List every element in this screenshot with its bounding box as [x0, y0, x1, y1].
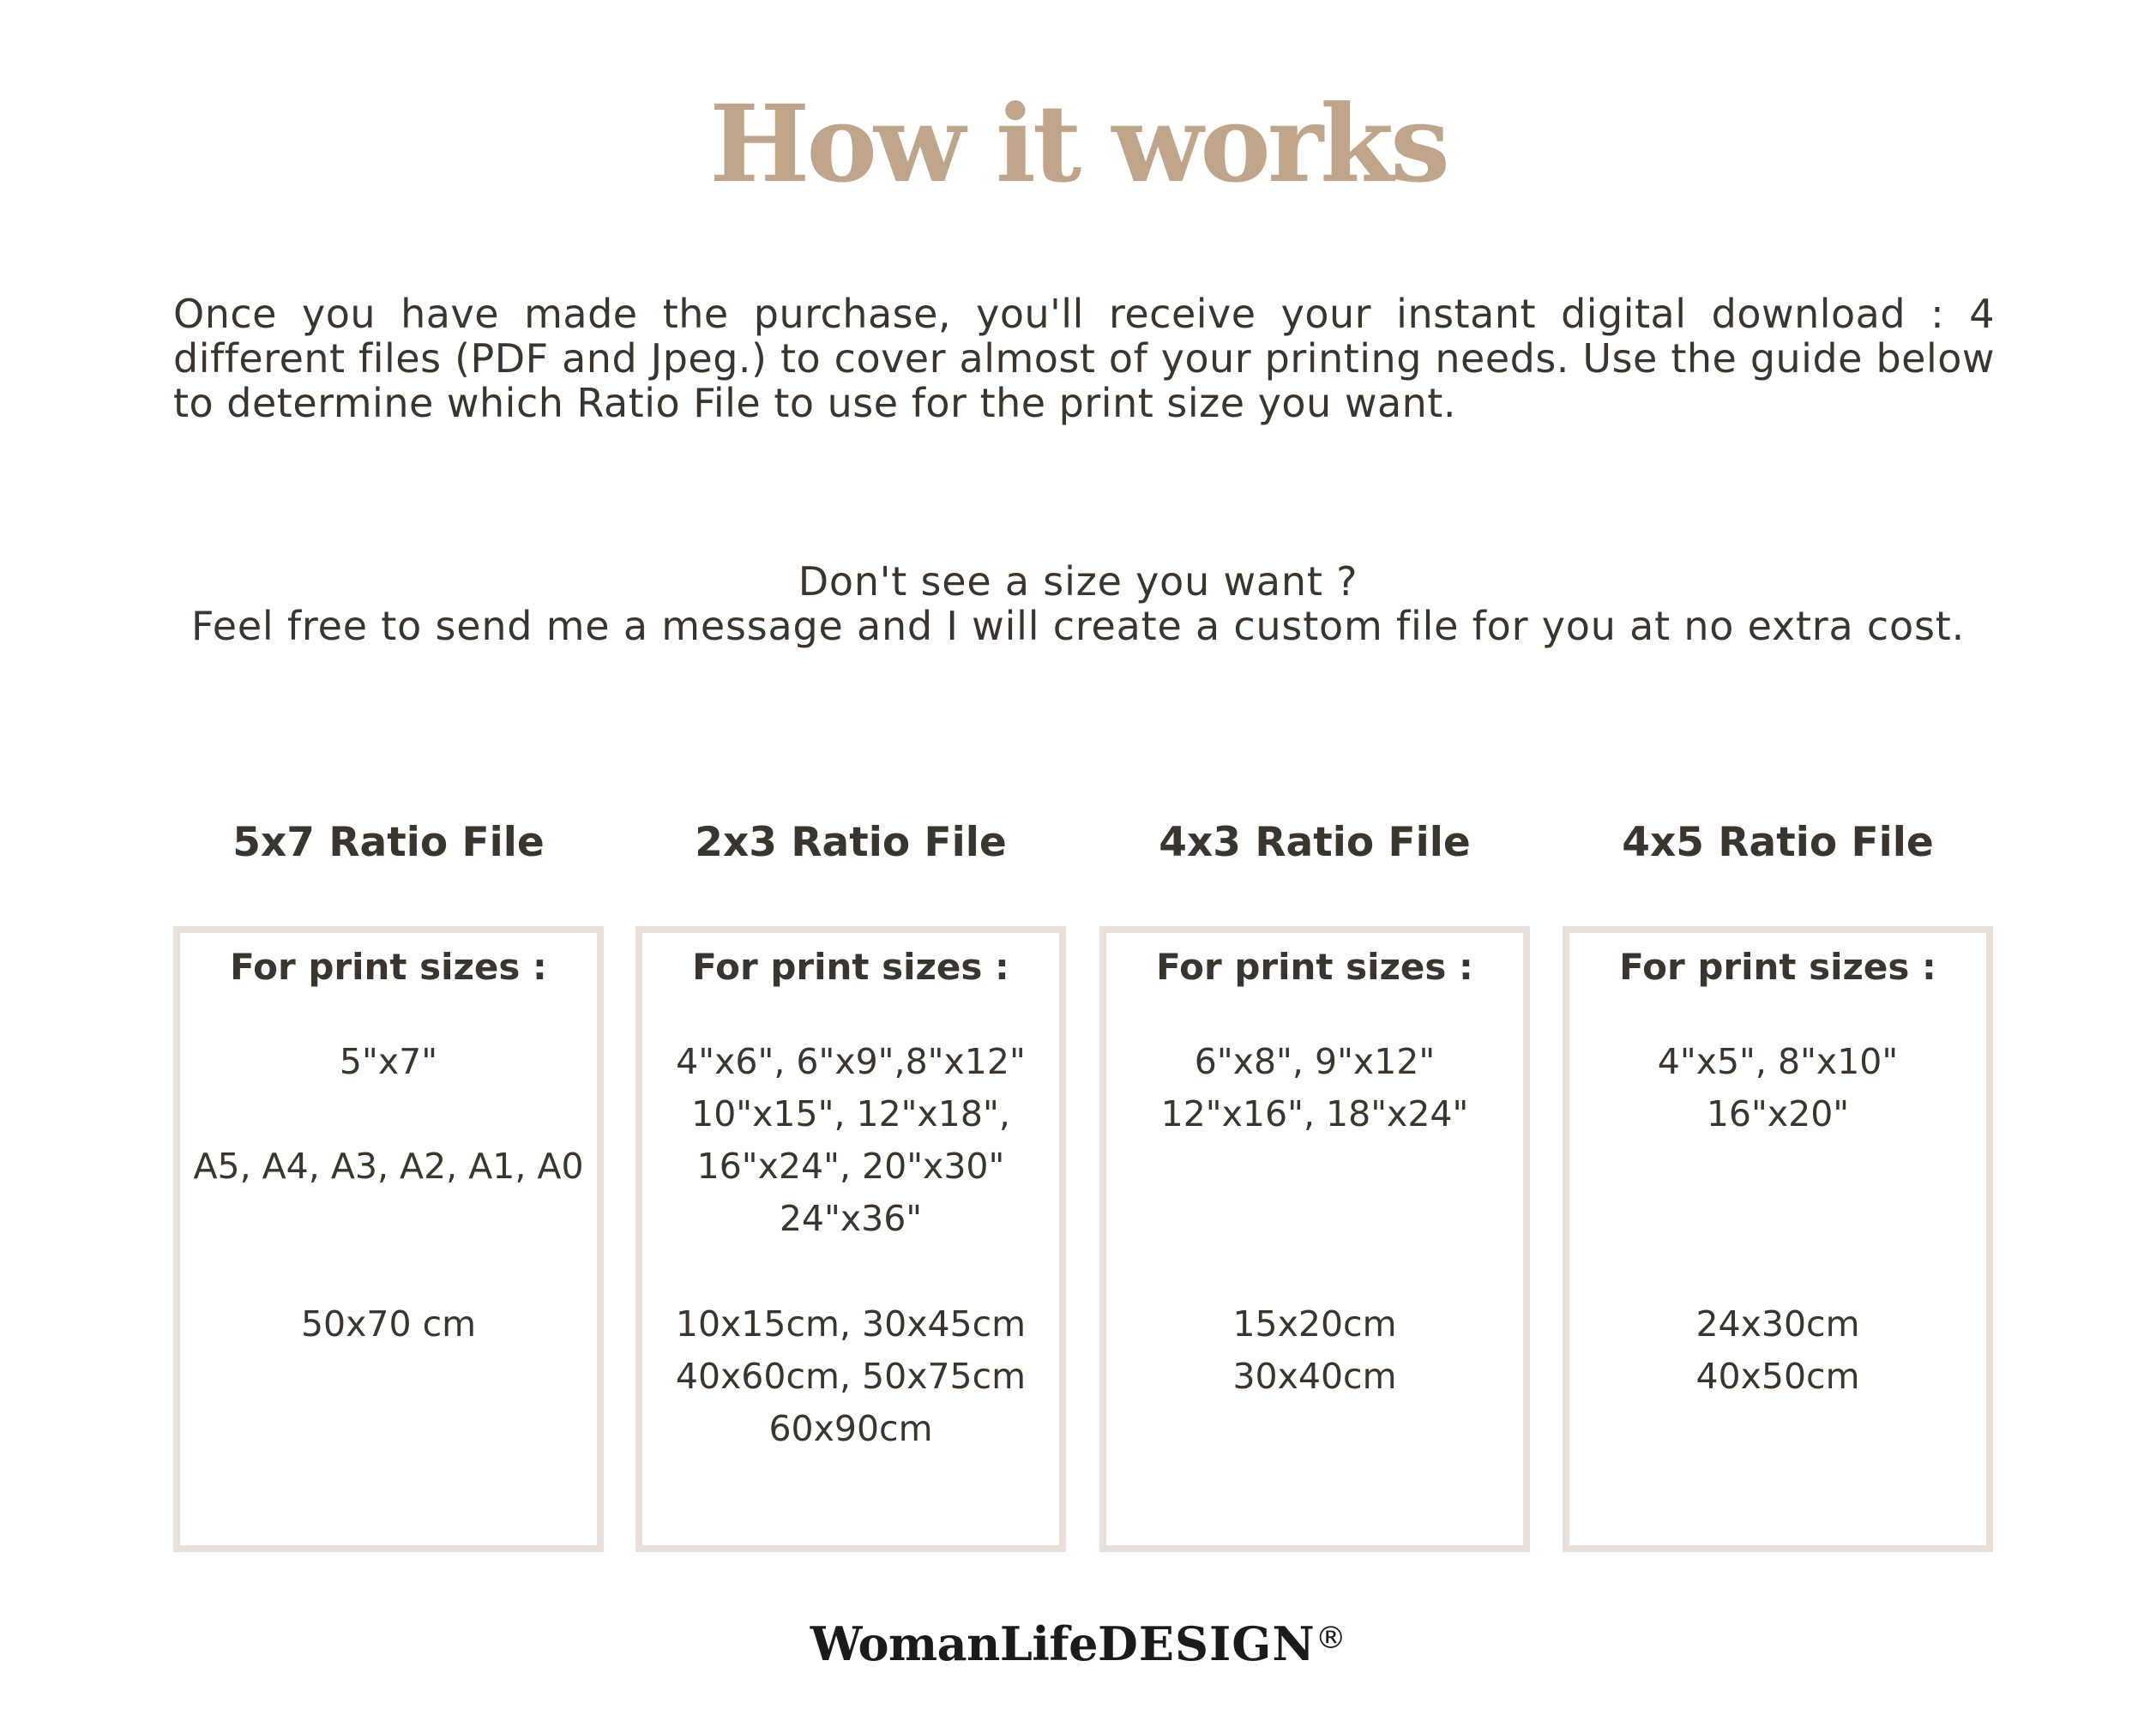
size-line: 30x40cm [1232, 1356, 1397, 1397]
size-line: 50x70 cm [300, 1303, 477, 1345]
size-line: 24"x36" [779, 1198, 923, 1239]
ratio-file-title: 4x5 Ratio File [1622, 819, 1934, 866]
registered-mark: ® [1315, 1621, 1346, 1656]
size-line: 10"x15", 12"x18", [691, 1093, 1010, 1134]
custom-size-offer: Feel free to send me a message and I will create a custom file for you at no extra cost. [190, 603, 1965, 649]
print-sizes-box [1563, 926, 1993, 1552]
brand-logo [0, 1616, 2156, 1671]
cm-sizes [1106, 1298, 1523, 1403]
brand-name-part2: DESIGN [1097, 1616, 1316, 1671]
cm-sizes [1569, 1298, 1986, 1403]
print-sizes-box [173, 926, 604, 1552]
ratio-file-title: 4x3 Ratio File [1159, 819, 1471, 866]
size-line: 10x15cm, 30x45cm [675, 1303, 1027, 1345]
cm-sizes [642, 1298, 1059, 1455]
intro-paragraph: Once you have made the purchase, you'll receive your instant digital download : 4 different files (PDF and Jpeg.) to cover almost of your printing needs. Use the guide below to determine which Ratio File to use for the print size you want. [173, 291, 1995, 426]
size-line: 12"x16", 18"x24" [1160, 1093, 1469, 1134]
ratio-file-title: 5x7 Ratio File [232, 819, 545, 866]
size-line: 24x30cm [1695, 1303, 1860, 1345]
print-sizes-heading: For print sizes : [1156, 946, 1473, 988]
custom-size-note [0, 559, 2156, 648]
size-line: 40x60cm, 50x75cm [675, 1356, 1027, 1397]
inch-sizes [1569, 1036, 1986, 1298]
size-line: A5, A4, A3, A2, A1, A0 [193, 1146, 584, 1187]
size-line: 6"x8", 9"x12" [1194, 1041, 1436, 1082]
inch-sizes [1106, 1036, 1523, 1298]
size-line: 16"x24", 20"x30" [696, 1146, 1005, 1187]
size-line-spacer [180, 1088, 597, 1140]
ratio-file-title: 2x3 Ratio File [695, 819, 1007, 866]
print-sizes-heading: For print sizes : [1619, 946, 1936, 988]
custom-size-question: Don't see a size you want ? [798, 558, 1358, 605]
print-sizes-box [635, 926, 1066, 1552]
inch-sizes [180, 1036, 597, 1298]
print-sizes-heading: For print sizes : [692, 946, 1009, 988]
print-sizes-heading: For print sizes : [230, 946, 547, 988]
size-line: 40x50cm [1695, 1356, 1860, 1397]
ratio-column-4x3 [1099, 819, 1530, 1552]
size-line: 15x20cm [1232, 1303, 1397, 1345]
brand-name-part1: WomanLife [810, 1616, 1098, 1671]
inch-sizes [642, 1036, 1059, 1298]
ratio-column-5x7 [173, 819, 604, 1552]
print-sizes-box [1099, 926, 1530, 1552]
size-line: 4"x6", 6"x9",8"x12" [676, 1041, 1026, 1082]
size-line: 4"x5", 8"x10" [1657, 1041, 1899, 1082]
size-line: 5"x7" [339, 1041, 438, 1082]
cm-sizes [180, 1298, 597, 1351]
page-title: How it works [709, 82, 1447, 207]
size-line: 16"x20" [1706, 1093, 1850, 1134]
ratio-column-4x5 [1563, 819, 1993, 1552]
size-line: 60x90cm [768, 1408, 933, 1449]
ratio-column-2x3 [635, 819, 1066, 1552]
